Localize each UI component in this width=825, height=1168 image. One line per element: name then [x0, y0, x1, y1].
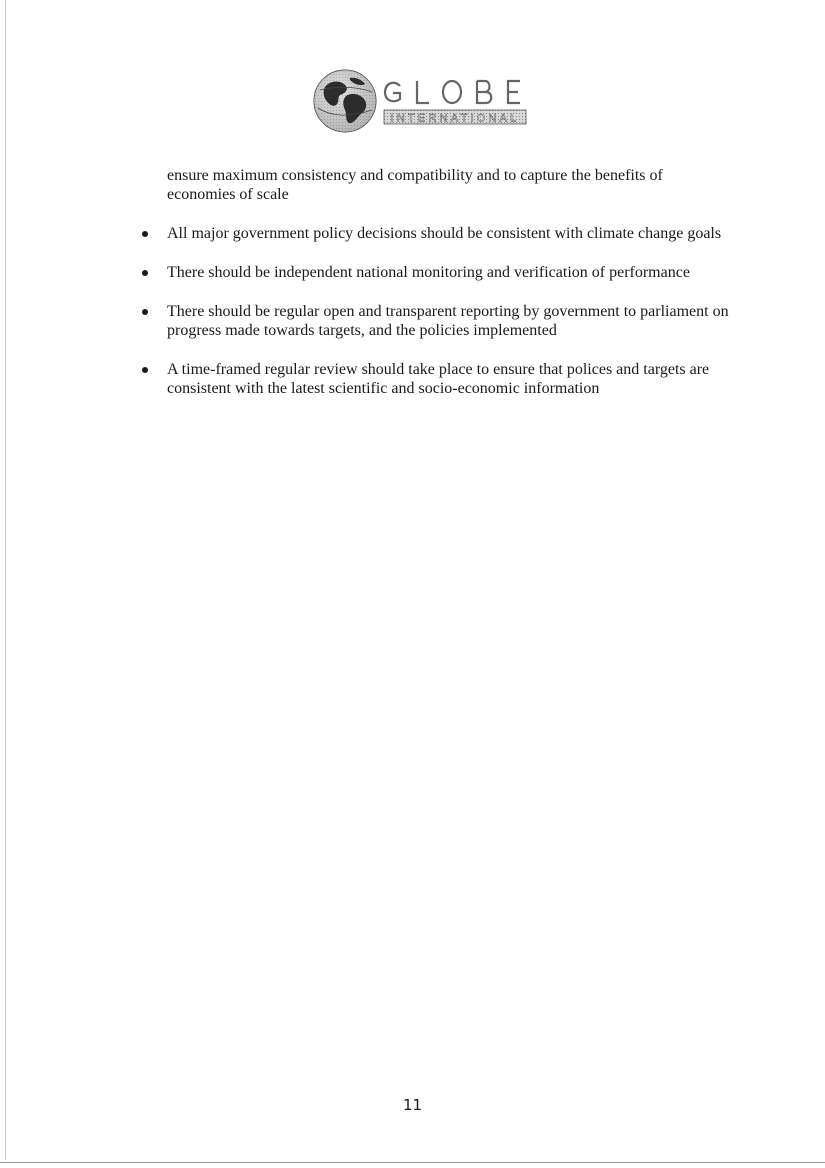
bullet-text: There should be regular open and transparent reporting by government to parliament on progress made towards targets, and the policies implemented: [167, 303, 729, 339]
bullet-icon: [142, 231, 148, 237]
bullet-item: [140, 224, 740, 243]
bullet-icon: [142, 270, 148, 276]
bullet-item: [140, 360, 740, 398]
globe-international-logo: [312, 68, 532, 134]
bullet-text: A time-framed regular review should take place to ensure that polices and targets are consistent with the latest scientific and socio-economic information: [167, 361, 710, 397]
bullet-item: [140, 302, 740, 340]
bullet-text: All major government policy decisions should be consistent with climate change goals: [167, 225, 722, 242]
svg-text:INTERNATIONAL: INTERNATIONAL: [390, 112, 520, 125]
continuation-paragraph: ensure maximum consistency and compatibility and to capture the benefits of economies of scale: [167, 167, 663, 203]
bullet-icon: [142, 309, 148, 315]
page-number: 11: [402, 1096, 423, 1114]
page-edge-bottom: [0, 1162, 825, 1163]
bullet-item: [140, 263, 740, 282]
bullet-text: There should be independent national monitoring and verification of performance: [167, 264, 690, 281]
logo-globe-wordmark: [385, 81, 520, 103]
recommendation-bullet-list: [140, 224, 740, 418]
bullet-icon: [142, 367, 148, 373]
globe-icon: [314, 70, 376, 132]
page-edge-left: [5, 0, 6, 1160]
logo-international-banner: [384, 110, 526, 125]
